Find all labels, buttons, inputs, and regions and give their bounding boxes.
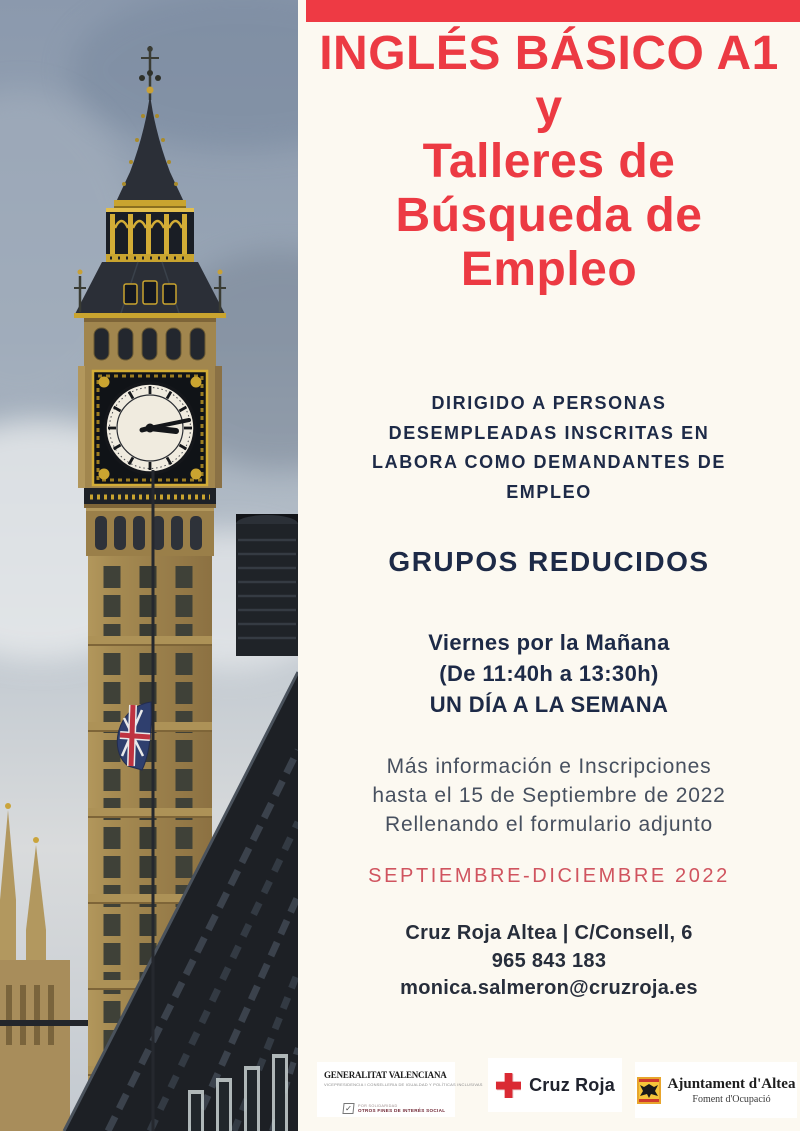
big-ben-photo <box>0 0 298 1131</box>
generalitat-note-2: OTROS FINES DE INTERÉS SOCIAL <box>358 1108 446 1113</box>
title-line-3: Talleres de <box>422 135 676 188</box>
top-red-bar <box>306 0 800 22</box>
title-line-2: y <box>535 81 563 134</box>
generalitat-valenciana-logo <box>317 1062 483 1117</box>
red-cross-icon <box>495 1072 521 1098</box>
cruz-roja-wordmark: Cruz Roja <box>529 1074 615 1095</box>
contact-email: monica.salmeron@cruzroja.es <box>400 977 698 999</box>
schedule-line-1: Viernes por la Mañana <box>428 630 670 655</box>
altea-name: Ajuntament d'Altea <box>667 1075 796 1092</box>
audience-text <box>298 389 800 507</box>
title-line-1: INGLÉS BÁSICO A1 <box>319 27 779 80</box>
clock-face <box>93 371 207 485</box>
registration-info-text <box>298 752 800 839</box>
course-period-text: SEPTIEMBRE-DICIEMBRE 2022 <box>368 865 730 887</box>
title-line-5: Empleo <box>460 243 638 296</box>
schedule-line-2: (De 11:40h a 13:30h) <box>439 661 659 686</box>
schedule-text <box>298 627 800 720</box>
title-line-4: Búsqueda de <box>395 189 703 242</box>
group-size-text: GRUPOS REDUCIDOS <box>388 546 710 577</box>
registration-line-3: Rellenando el formulario adjunto <box>385 813 713 836</box>
audience-line-2: DESEMPLEADAS INSCRITAS EN <box>388 422 710 443</box>
cruz-roja-logo <box>488 1058 622 1112</box>
generalitat-note-1: POR SOLIDARIDAD <box>358 1104 398 1108</box>
contact-address: Cruz Roja Altea | C/Consell, 6 <box>405 922 693 944</box>
audience-line-4: EMPLEO <box>506 481 592 502</box>
ajuntament-altea-logo <box>635 1062 797 1118</box>
solidarity-checkbox-icon: ✓ <box>342 1103 354 1114</box>
contact-block <box>298 920 800 1003</box>
registration-line-2: hasta el 15 de Septiembre de 2022 <box>372 784 726 807</box>
schedule-line-3: UN DÍA A LA SEMANA <box>429 692 669 717</box>
audience-line-1: DIRIGIDO A PERSONAS <box>431 393 667 413</box>
altea-shield-icon <box>637 1077 661 1104</box>
info-panel <box>298 0 800 1131</box>
registration-line-1: Más información e Inscripciones <box>386 755 712 778</box>
generalitat-title: GENERALITAT VALENCIANA <box>324 1070 447 1080</box>
audience-line-3: LABORA COMO DEMANDANTES DE <box>372 452 726 472</box>
contact-phone: 965 843 183 <box>491 949 607 972</box>
generalitat-subtitle: VICEPRESIDENCIA I CONSELLERIA DE IGUALDAD Y POLÍTICAS INCLUSIVAS <box>324 1082 483 1087</box>
altea-subtitle: Foment d'Ocupació <box>692 1093 771 1105</box>
poster-title <box>298 27 800 297</box>
